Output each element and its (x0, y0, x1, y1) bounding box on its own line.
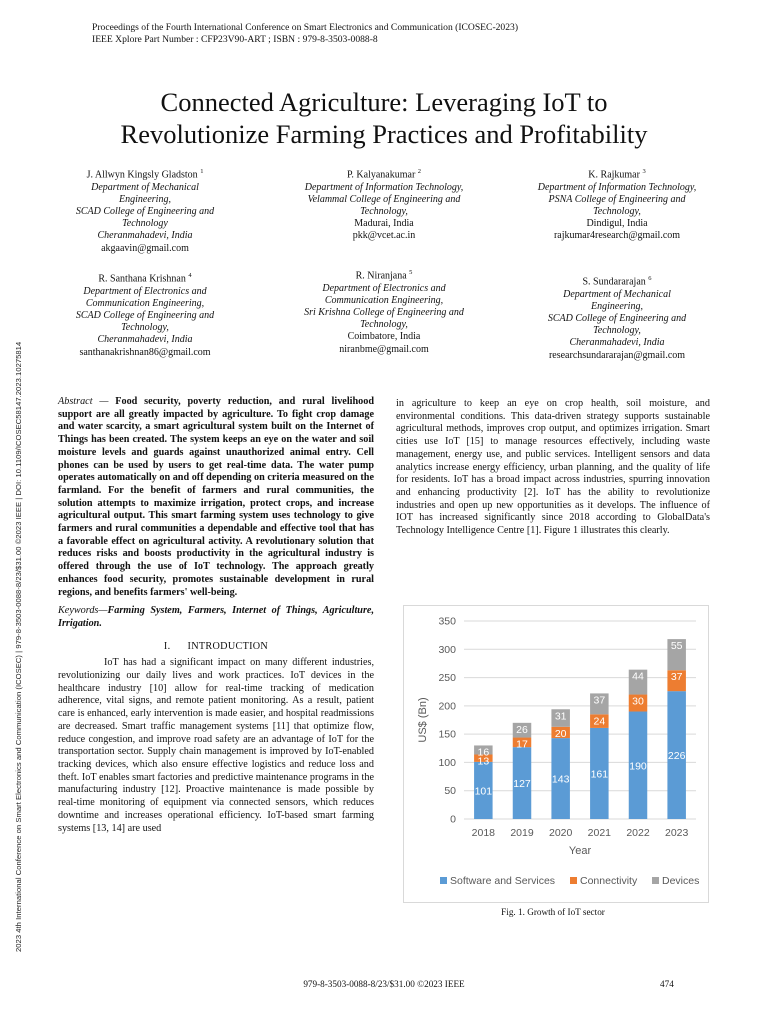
left-column (58, 396, 374, 835)
x-tick-label: 2021 (587, 827, 612, 839)
x-tick-label: 2023 (664, 827, 689, 839)
author-index: 4 (188, 272, 192, 279)
page-number: 474 (660, 979, 674, 989)
author-name: J. Allwyn Kingsly Gladston $^1$ (86, 168, 204, 181)
author-affiliation: Department of Electronics and (322, 282, 446, 294)
author-name: R. Niranjana $^5$ (355, 269, 413, 282)
data-label: 31 (554, 710, 567, 723)
right-column (396, 398, 710, 538)
isbn-line: IEEE Xplore Part Number : CFP23V90-ART ; ISBN : 979-8-3503-0088-8 (92, 34, 378, 45)
data-label: 24 (593, 715, 606, 728)
author-name: S. Sundararajan $^6$ (582, 275, 652, 288)
data-label: 17 (516, 738, 528, 751)
legend-swatch (570, 877, 577, 884)
author-1 (40, 166, 250, 255)
legend-swatch (440, 877, 447, 884)
abstract-lead: Abstract — (58, 396, 116, 407)
title-line-2: Revolutionize Farming Practices and Profitability (120, 119, 648, 149)
data-label: 161 (590, 768, 609, 781)
author-name: R. Santhana Krishnan $^4$ (98, 272, 192, 285)
author-5 (269, 267, 499, 356)
section-number: I. (163, 640, 171, 652)
data-label: 37 (670, 671, 683, 684)
data-label: 37 (593, 694, 606, 707)
proceedings-line: Proceedings of the Fourth International Conference on Smart Electronics and Communication (ICOSEC-2023) (92, 22, 519, 33)
author-affiliation: Department of Mechanical (563, 288, 671, 300)
abstract (58, 396, 374, 599)
author-affiliation: Engineering, (119, 193, 171, 205)
x-axis-label: Year (568, 845, 592, 857)
proceedings-header (92, 22, 518, 46)
x-tick-label: 2022 (626, 827, 650, 839)
author-index: 3 (642, 168, 646, 175)
author-name: K. Rajkumar $^3$ (588, 168, 646, 181)
y-tick-label: 250 (438, 672, 456, 685)
figure-caption: Fig. 1. Growth of IoT sector (501, 907, 605, 917)
intro-continuation: in agriculture to keep an eye on crop health, soil moisture, and environmental conditions. This data-driven strategy supports sustainable agricultural methods, improves crop output, and optimizes irrigation. Smart cities use IoT [15] to manage resources effectively, including waste management, energy use, and public services. Intelligent sensors and data analytics increase energy efficiency, urban planning, and the quality of life for residents. IoT has a broad impact across industries, spurring innovation and enhancing productivity [2]. IoT has the ability to revolutionize industries and open up new opportunities as it develops. The influence of IOT has increased significantly since 2018 according to GlobalData's Technology Intelligence Centre [1]. Figure 1 illustrates this clearly. (396, 398, 710, 537)
author-email[interactable]: pkk@vcet.ac.in (352, 230, 416, 242)
x-tick-label: 2020 (548, 827, 573, 839)
author-affiliation: PSNA College of Engineering and (548, 193, 686, 205)
author-affiliation: Department of Mechanical (91, 181, 199, 193)
author-affiliation: Department of Information Technology, (304, 181, 464, 193)
y-tick-label: 50 (444, 785, 456, 798)
author-location: Coimbatore, India (347, 331, 421, 343)
y-tick-label: 200 (438, 700, 456, 713)
author-affiliation: Velammal College of Engineering and (307, 193, 461, 205)
author-location: Madurai, India (354, 218, 414, 230)
data-label: 44 (632, 670, 644, 683)
section-title: INTRODUCTION (187, 640, 269, 652)
author-index: 2 (417, 168, 422, 175)
author-affiliation: Engineering, (591, 300, 643, 312)
author-2 (269, 166, 499, 243)
author-affiliation: Communication Engineering, (324, 294, 444, 306)
paper-title (40, 86, 728, 150)
side-doi-banner: 2023 4th International Conference on Smart Electronics and Communication (ICOSEC) | 979-8-3503-0088-8/23/$31.00 ©2023 IEEE | DOI: 10.1109/ICOSEC58147.2023.10275814 (14, 341, 23, 952)
author-email[interactable]: researchsundararajan@gmail.com (548, 349, 686, 361)
author-affiliation: Communication Engineering, (85, 297, 205, 309)
title-line-1: Connected Agriculture: Leveraging IoT to (160, 87, 608, 117)
y-tick-label: 0 (450, 813, 456, 826)
author-email[interactable]: niranbme@gmail.com (339, 343, 429, 355)
x-tick-label: 2018 (471, 827, 496, 839)
y-tick-label: 350 (438, 615, 456, 628)
y-tick-label: 100 (438, 756, 456, 769)
chart-svg (404, 606, 708, 902)
data-label: 127 (513, 778, 531, 791)
data-label: 101 (474, 785, 493, 798)
author-affiliation: Technology, (360, 319, 408, 331)
data-label: 26 (516, 723, 528, 736)
author-affiliation: SCAD College of Engineering and (75, 309, 215, 321)
author-affiliation: Cheranmahadevi, India (97, 230, 193, 242)
legend-label: Software and Services (450, 875, 556, 887)
author-affiliation: Technology, (593, 325, 641, 337)
data-label: 16 (477, 746, 490, 759)
author-affiliation: Department of Information Technology, (537, 181, 697, 193)
author-affiliation: Department of Electronics and (83, 285, 207, 297)
y-tick-label: 150 (438, 728, 456, 741)
data-label: 55 (670, 640, 683, 653)
author-affiliation: Technology, (593, 205, 641, 217)
author-email[interactable]: rajkumar4research@gmail.com (553, 230, 681, 242)
author-name: P. Kalyanakumar $^2$ (346, 168, 422, 181)
y-axis-label: US$ (Bn) (417, 697, 429, 743)
author-affiliation: Technology, (360, 205, 408, 217)
author-affiliation: SCAD College of Engineering and (75, 205, 215, 217)
keywords-lead: Keywords— (58, 605, 108, 617)
author-4 (40, 270, 250, 359)
legend-label: Devices (662, 875, 700, 887)
author-affiliation: Cheranmahadevi, India (569, 337, 665, 349)
iot-growth-chart (403, 605, 709, 903)
data-label: 13 (477, 755, 490, 768)
author-index: 5 (409, 269, 413, 276)
author-index: 6 (648, 275, 652, 282)
author-affiliation: SCAD College of Engineering and (547, 312, 687, 324)
author-location: Dindigul, India (586, 218, 648, 230)
legend-swatch (652, 877, 659, 884)
data-label: 143 (551, 773, 570, 786)
keywords (58, 605, 374, 630)
keywords-text: Farming System, Farmers, Internet of Things, Agriculture, Irrigation. (58, 605, 374, 629)
section-heading (58, 641, 374, 654)
author-affiliation: Technology, (121, 322, 169, 334)
author-3 (508, 166, 726, 243)
author-affiliation: Technology (122, 218, 168, 230)
abstract-text: Food security, poverty reduction, and rural livelihood support are all greatly impacted by agriculture. To fight crop damage and water scarcity, a smart agricultural system built on the Internet of Things has been created. The system keeps an eye on the water and soil moisture levels and guards against unauthorized animal entry. Cell phones can be used by users to get real-time data. The water pump operates automatically on and off depending on criteria measured on the farmland. For the benefit of farmers and rural communities, the solution attempts to maximize irrigation, protect crops, and increase agricultural output. This smart farming system uses technology to give farmers and rural communities a dependable and effective tool that has a favorable effect on agricultural activity. A revolutionary solution that reduces risks and boosts productivity in the agricultural industry is offered through the use of IoT technology. The approach greatly enhances food security, promotes sustainable development in rural regions, and benefits farmers' well-being. (58, 396, 374, 598)
data-label: 226 (667, 750, 686, 763)
data-label: 30 (632, 695, 644, 708)
y-tick-label: 300 (438, 643, 456, 656)
intro-paragraph: IoT has had a significant impact on many different industries, revolutionizing our daily lives and work practices. IoT devices in the healthcare industry [10] allow for real-time tracking of medication adherence, vital signs, and remote patient monitoring. As a result, patient care is enhanced, early intervention is made easier, and hospital readmissions are decreased. Smart traffic management systems [11] that optimize flow, reduce congestion, and improve road safety are an advantage of IoT for the transportation sector. Supply chain management is improved by IoT-enabled tracking devices, which also ensure effective logistics and reduce loss and theft. IoT enables smart factories and predictive maintenance programs in the manufacturing industry [12]. Proactive maintenance is made possible by real-time monitoring of equipment via connected sensors, which reduces downtime and increases operational efficiency. IoT-based smart farming systems [13, 14] are used (58, 657, 374, 834)
author-email[interactable]: santhanakrishnan86@gmail.com (79, 346, 211, 358)
legend-label: Connectivity (580, 875, 638, 887)
author-index: 1 (200, 168, 204, 175)
x-tick-label: 2019 (510, 827, 534, 839)
author-email[interactable]: akgaavin@gmail.com (101, 242, 189, 254)
data-label: 20 (554, 727, 567, 740)
author-affiliation: Cheranmahadevi, India (97, 334, 193, 346)
author-affiliation: Sri Krishna College of Engineering and (304, 306, 464, 318)
author-6 (508, 273, 726, 362)
copyright-footer: 979-8-3503-0088-8/23/$31.00 ©2023 IEEE (303, 979, 465, 989)
data-label: 190 (629, 760, 647, 773)
